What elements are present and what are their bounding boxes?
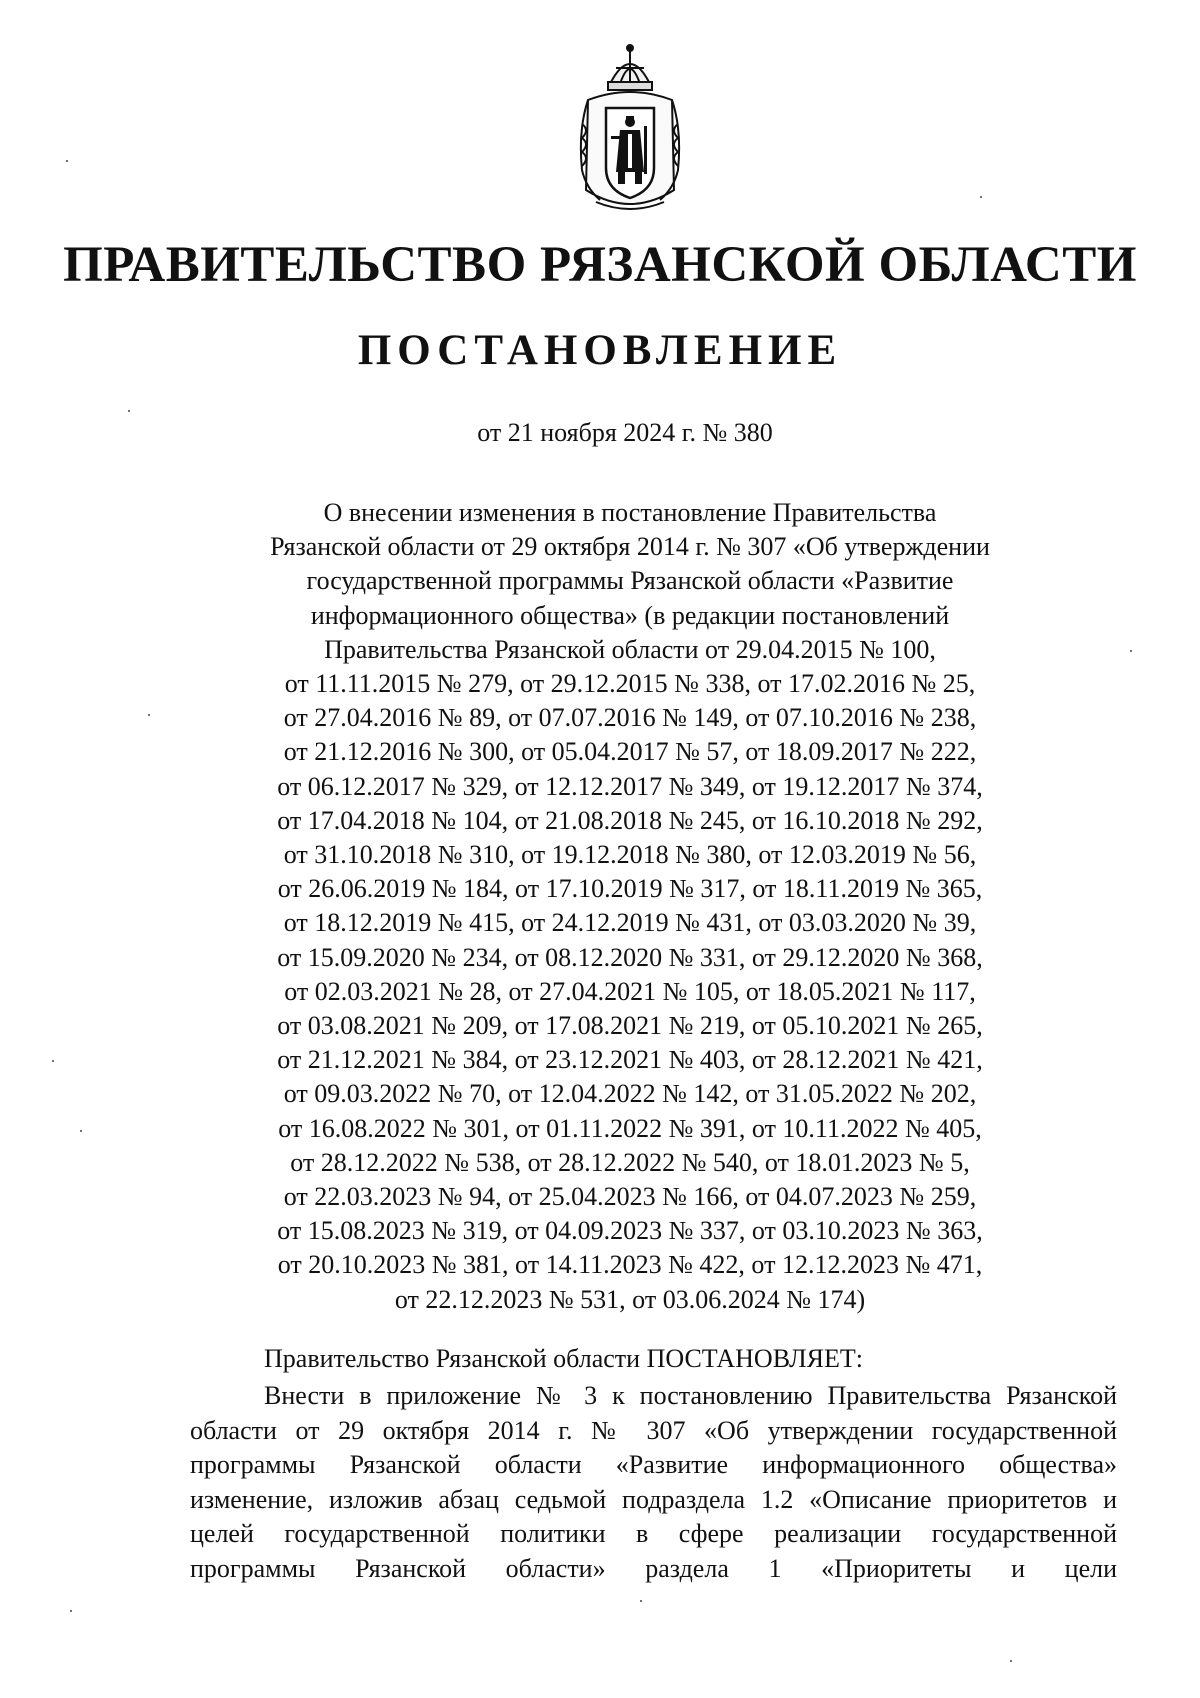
body-line: Внести в приложение № 3 к постановлению Правительства Рязанской xyxy=(264,1381,1117,1410)
subject-line: от 03.08.2021 № 209, от 17.08.2021 № 219, от 05.10.2021 № 265, xyxy=(277,1011,983,1041)
subject-line: от 26.06.2019 № 184, от 17.10.2019 № 317, от 18.11.2019 № 365, xyxy=(277,874,983,904)
document-type-heading: ПОСТАНОВЛЕНИЕ xyxy=(357,327,843,374)
subject-line: от 20.10.2023 № 381, от 14.11.2023 № 422, от 12.12.2023 № 471, xyxy=(277,1250,983,1280)
subject-line: от 18.12.2019 № 415, от 24.12.2019 № 431, от 03.03.2020 № 39, xyxy=(283,908,977,938)
subject-line: от 09.03.2022 № 70, от 12.04.2022 № 142, от 31.05.2022 № 202, xyxy=(283,1079,977,1109)
scan-speck xyxy=(80,1130,82,1132)
subject-line: от 21.12.2016 № 300, от 05.04.2017 № 57, от 18.09.2017 № 222, xyxy=(283,737,977,767)
subject-line: государственной программы Рязанской области «Развитие xyxy=(306,566,954,596)
scan-speck xyxy=(70,1610,72,1612)
body-line: области от 29 октября 2014 г. № 307 «Об утверждении государственной xyxy=(190,1415,1117,1445)
subject-line: Правительства Рязанской области от 29.04.2015 № 100, xyxy=(324,634,936,664)
subject-line: от 06.12.2017 № 329, от 12.12.2017 № 349, от 19.12.2017 № 374, xyxy=(277,771,983,801)
subject-line: Рязанской области от 29 октября 2014 г. № 307 «Об утверждении xyxy=(270,532,990,562)
government-title: ПРАВИТЕЛЬСТВО РЯЗАНСКОЙ ОБЛАСТИ xyxy=(63,237,1137,293)
decree-body xyxy=(190,1379,1117,1586)
subject-line: от 15.09.2020 № 234, от 08.12.2020 № 331, от 29.12.2020 № 368, xyxy=(277,942,983,972)
scan-speck xyxy=(980,196,982,198)
scan-speck xyxy=(1130,650,1132,652)
subject-line: от 28.12.2022 № 538, от 28.12.2022 № 540, от 18.01.2023 № 5, xyxy=(290,1147,970,1177)
subject-line: от 21.12.2021 № 384, от 23.12.2021 № 403, от 28.12.2021 № 421, xyxy=(277,1045,983,1075)
subject-line: от 02.03.2021 № 28, от 27.04.2021 № 105, от 18.05.2021 № 117, xyxy=(284,976,976,1006)
body-line: целей государственной политики в сфере реализации государственной xyxy=(190,1519,1117,1548)
scan-speck xyxy=(1010,1660,1012,1662)
subject-line: от 22.12.2023 № 531, от 03.06.2024 № 174) xyxy=(394,1284,866,1314)
subject-line: от 15.08.2023 № 319, от 04.09.2023 № 337, от 03.10.2023 № 363, xyxy=(277,1216,983,1246)
decree-heading: Правительство Рязанской области ПОСТАНОВЛЯЕТ: xyxy=(264,1344,864,1373)
document-subject xyxy=(200,496,1060,1317)
subject-line: от 22.03.2023 № 94, от 25.04.2023 № 166, от 04.07.2023 № 259, xyxy=(283,1182,977,1212)
body-line: программы Рязанской области» раздела 1 «Приоритеты и цели xyxy=(190,1553,1117,1583)
scan-speck xyxy=(52,1060,54,1062)
body-line: программы Рязанской области «Развитие информационного общества» xyxy=(190,1450,1117,1479)
scan-speck xyxy=(148,714,150,716)
scan-speck xyxy=(128,410,130,412)
document-date-number: от 21 ноября 2024 г. № 380 xyxy=(477,418,773,447)
subject-line: от 11.11.2015 № 279, от 29.12.2015 № 338, от 17.02.2016 № 25, xyxy=(284,669,976,699)
scan-speck xyxy=(640,1600,642,1602)
subject-line: О внесении изменения в постановление Правительства xyxy=(323,498,937,527)
subject-line: от 16.08.2022 № 301, от 01.11.2022 № 391, от 10.11.2022 № 405, xyxy=(278,1113,982,1143)
subject-line: от 27.04.2016 № 89, от 07.07.2016 № 149, от 07.10.2016 № 238, xyxy=(283,703,977,733)
body-line: изменение, изложив абзац седьмой подраздела 1.2 «Описание приоритетов и xyxy=(190,1484,1117,1514)
subject-line: от 31.10.2018 № 310, от 19.12.2018 № 380, от 12.03.2019 № 56, xyxy=(283,840,977,870)
subject-line: от 17.04.2018 № 104, от 21.08.2018 № 245, от 16.10.2018 № 292, xyxy=(277,805,983,835)
coat-of-arms-emblem xyxy=(566,40,694,220)
scan-speck xyxy=(66,160,68,162)
subject-line: информационного общества» (в редакции постановлений xyxy=(310,600,950,630)
